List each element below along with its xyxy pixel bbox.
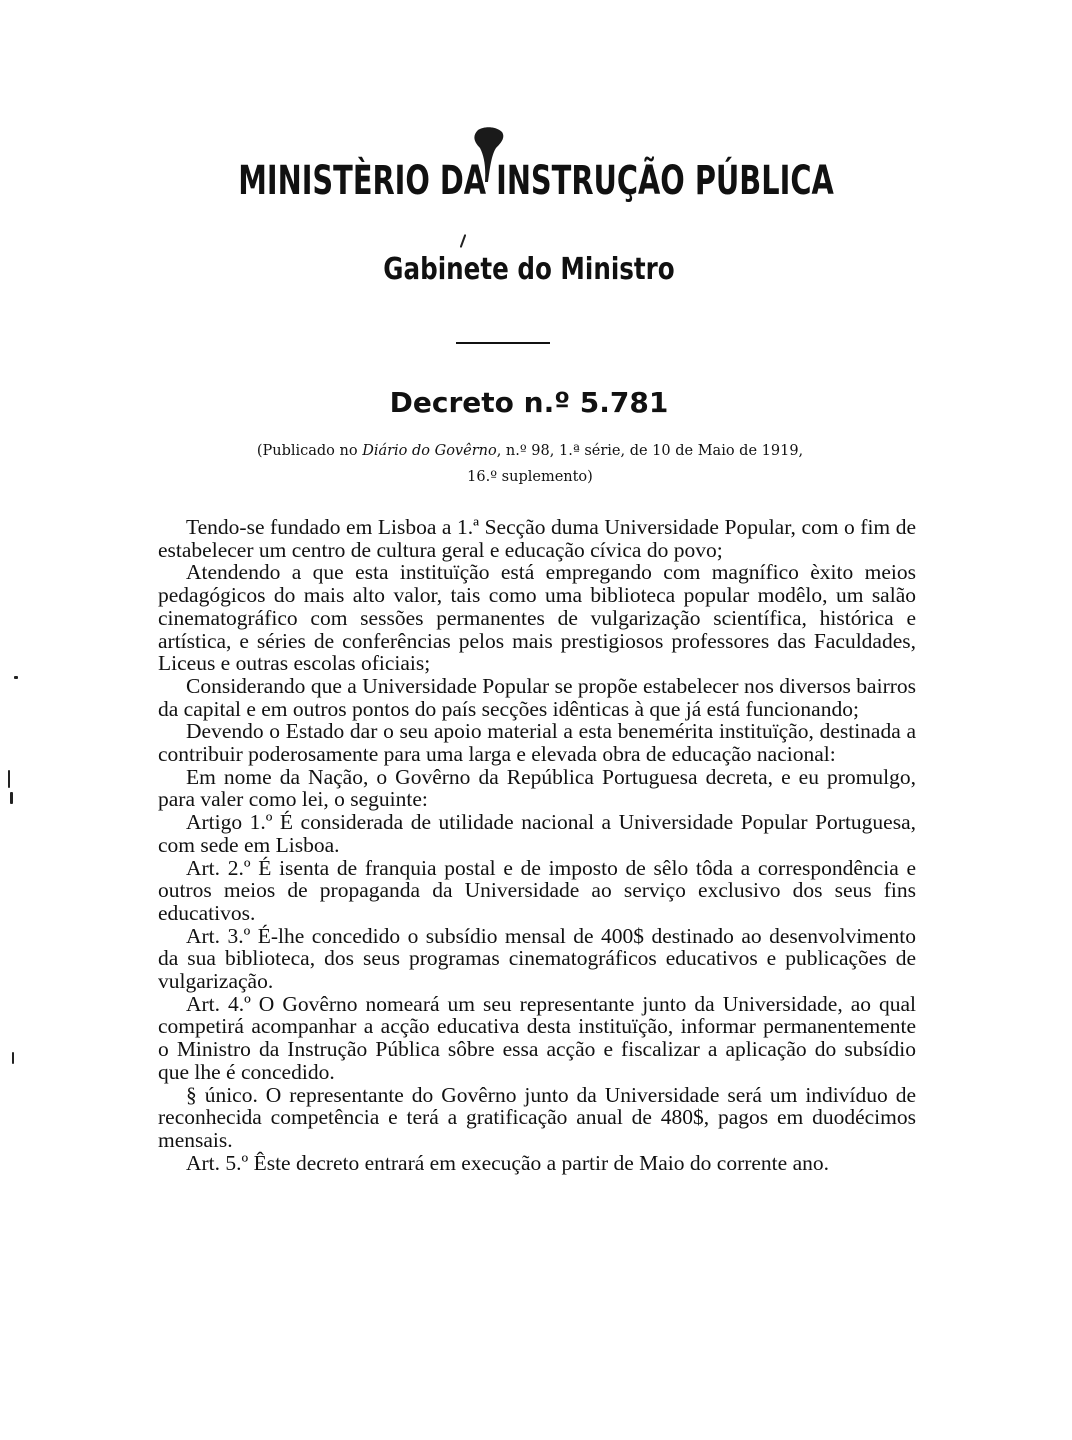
paragraph-preamble-1: Tendo-se fundado em Lisboa a 1.ª Secção duma Universidade Popular, com o fim de estabelecer um centro de cultura geral e educação cívica do povo; bbox=[158, 515, 916, 562]
publication-note bbox=[200, 438, 860, 490]
paragraph-article-3: Art. 3.º É-lhe concedido o subsídio mensal de 400$ destinado ao desenvolvimento da sua biblioteca, dos seus programas cinematográficos educativos e publicações de vulgarização. bbox=[158, 923, 916, 994]
decree-body bbox=[158, 516, 916, 1174]
paragraph-enactment: Em nome da Nação, o Govêrno da República Portuguesa decreta, e eu promulgo, para valer como lei, o seguinte: bbox=[158, 764, 916, 812]
paragraph-sole-section: § único. O representante do Govêrno junto da Universidade será um indivíduo de reconhecida competência e terá a gratificação anual de 480$, pagos em duodécimos mensais. bbox=[158, 1082, 916, 1152]
publication-journal: Diário do Govêrno bbox=[362, 443, 497, 459]
scan-speck bbox=[8, 770, 10, 788]
scan-speck bbox=[14, 676, 18, 679]
paragraph-article-1: Artigo 1.º É considerada de utilidade nacional a Universidade Popular Portuguesa, com sede em Lisboa. bbox=[158, 810, 916, 857]
paragraph-preamble-2: Atendendo a que esta instituïção está empregando com magnífico èxito meios pedagógicos do mais alto valor, tais como uma biblioteca popular modêlo, um salão cinematográfico com sessões permanentes de vulgarização scientífica, histórica e artística, e séries de conferências pelos mais prestigiosos professores das Faculdades, Liceus e outras escolas oficiais; bbox=[158, 560, 916, 676]
scan-speck bbox=[460, 234, 467, 248]
separator-rule bbox=[456, 342, 550, 344]
ministry-heading: MINISTÈRIO DA INSTRUÇÃO PÚBLICA bbox=[238, 158, 834, 204]
scan-speck bbox=[12, 1052, 14, 1064]
publication-note-line2: 16.º suplemento) bbox=[467, 469, 593, 485]
paragraph-article-5: Art. 5.º Êste decreto entrará em execução a partir de Maio do corrente ano. bbox=[186, 1150, 829, 1175]
paragraph-preamble-3: Considerando que a Universidade Popular se propõe estabelecer nos diversos bairros da capital e em outros pontos do país secções idênticas à que já está funcionando; bbox=[158, 673, 916, 721]
office-heading: Gabinete do Ministro bbox=[383, 252, 675, 287]
paragraph-preamble-4: Devendo o Estado dar o seu apoio material a esta benemérita instituïção, destinada a contribuir poderosamente para uma larga e elevada obra de educação nacional: bbox=[158, 719, 916, 767]
decree-title: Decreto n.º 5.781 bbox=[389, 386, 669, 419]
paragraph-article-4: Art. 4.º O Govêrno nomeará um seu representante junto da Universidade, ao qual competirá acompanhar a acção educativa desta instituïção, informar permanentemente o Ministro da Instrução Pública sôbre essa acção e fiscalizar a aplicação do subsídio que lhe é concedido. bbox=[158, 991, 916, 1084]
paragraph-article-2: Art. 2.º É isenta de franquia postal e de imposto de sêlo tôda a correspondência e outros meios de propaganda da Universidade ao serviço exclusivo dos seus fins educativos. bbox=[158, 855, 916, 925]
publication-note-pre: (Publicado no bbox=[256, 443, 363, 459]
scan-speck bbox=[10, 792, 13, 804]
publication-note-post: , n.º 98, 1.ª série, de 10 de Maio de 1919, bbox=[496, 443, 804, 459]
